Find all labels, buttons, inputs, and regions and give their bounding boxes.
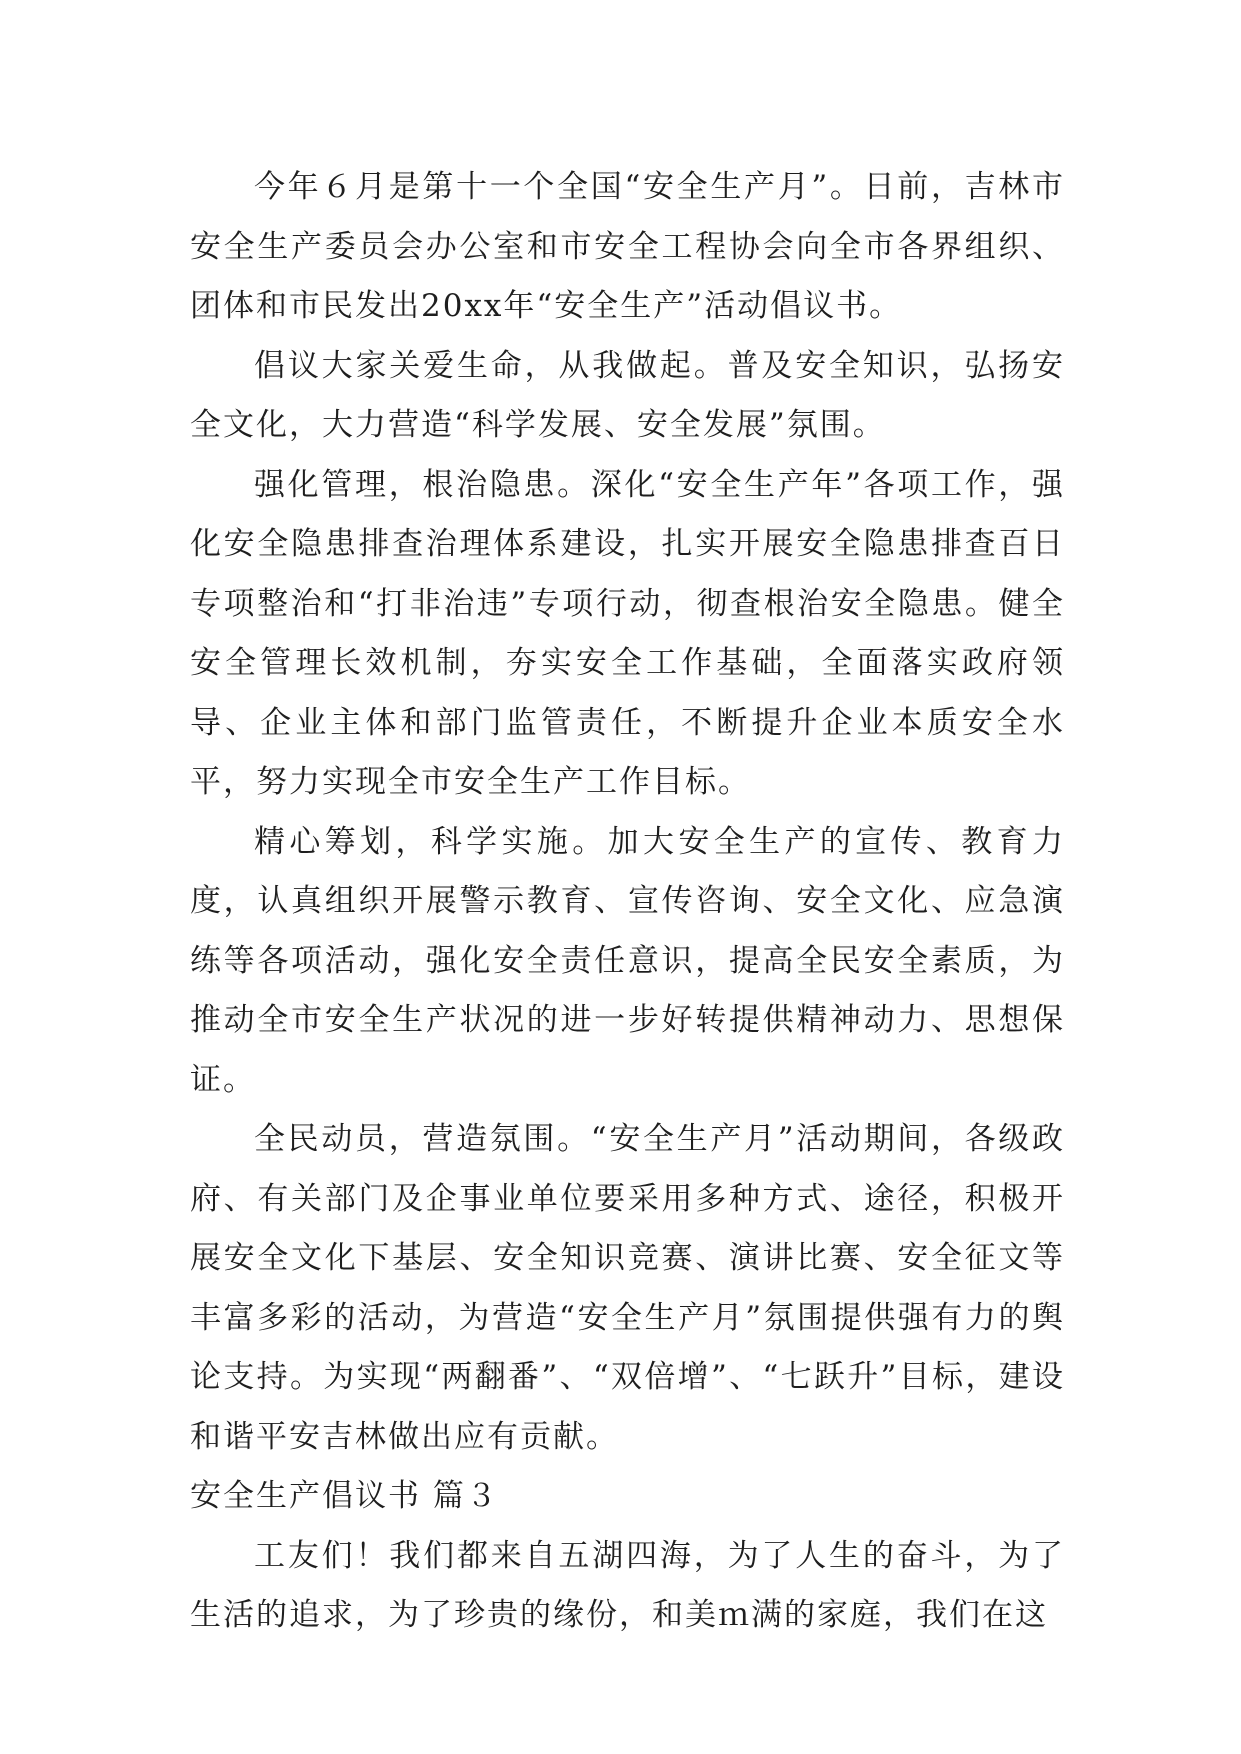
section-heading: 安全生产倡议书 篇３ [190,1478,499,1514]
paragraph-3: 强化管理，根治隐患。深化“安全生产年”各项工作，强化安全隐患排查治理体系建设，扎实开展安全隐患排查百日专项整治和“打非治违”专项行动，彻查根治安全隐患。健全安全管理长效机制，夯实安全工作基础，全面落实政府领导、企业主体和部门监管责任，不断提升企业本质安全水平，努力实现全市安全生产工作目标。 [190,466,1065,800]
paragraph-6: 工友们！我们都来自五湖四海，为了人生的奋斗，为了生活的追求，为了珍贵的缘份，和美ｍ满的家庭，我们在这 [190,1537,1065,1633]
paragraph-5: 全民动员，营造氛围。“安全生产月”活动期间，各级政府、有关部门及企事业单位要采用多种方式、途径，积极开展安全文化下基层、安全知识竞赛、演讲比赛、安全征文等丰富多彩的活动，为营造“安全生产月”氛围提供强有力的舆论支持。为实现“两翻番”、“双倍增”、“七跃升”目标，建设和谐平安吉林做出应有贡献。 [190,1121,1065,1455]
document-body [190,158,1065,1646]
paragraph-2: 倡议大家关爱生命，从我做起。普及安全知识，弘扬安全文化，大力营造“科学发展、安全发展”氛围。 [190,347,1065,443]
paragraph-1: 今年６月是第十一个全国“安全生产月”。日前，吉林市安全生产委员会办公室和市安全工程协会向全市各界组织、团体和市民发出20xx年“安全生产”活动倡议书。 [190,169,1065,324]
paragraph-4: 精心筹划，科学实施。加大安全生产的宣传、教育力度，认真组织开展警示教育、宣传咨询、安全文化、应急演练等各项活动，强化安全责任意识，提高全民安全素质，为推动全市安全生产状况的进一步好转提供精神动力、思想保证。 [190,823,1065,1098]
